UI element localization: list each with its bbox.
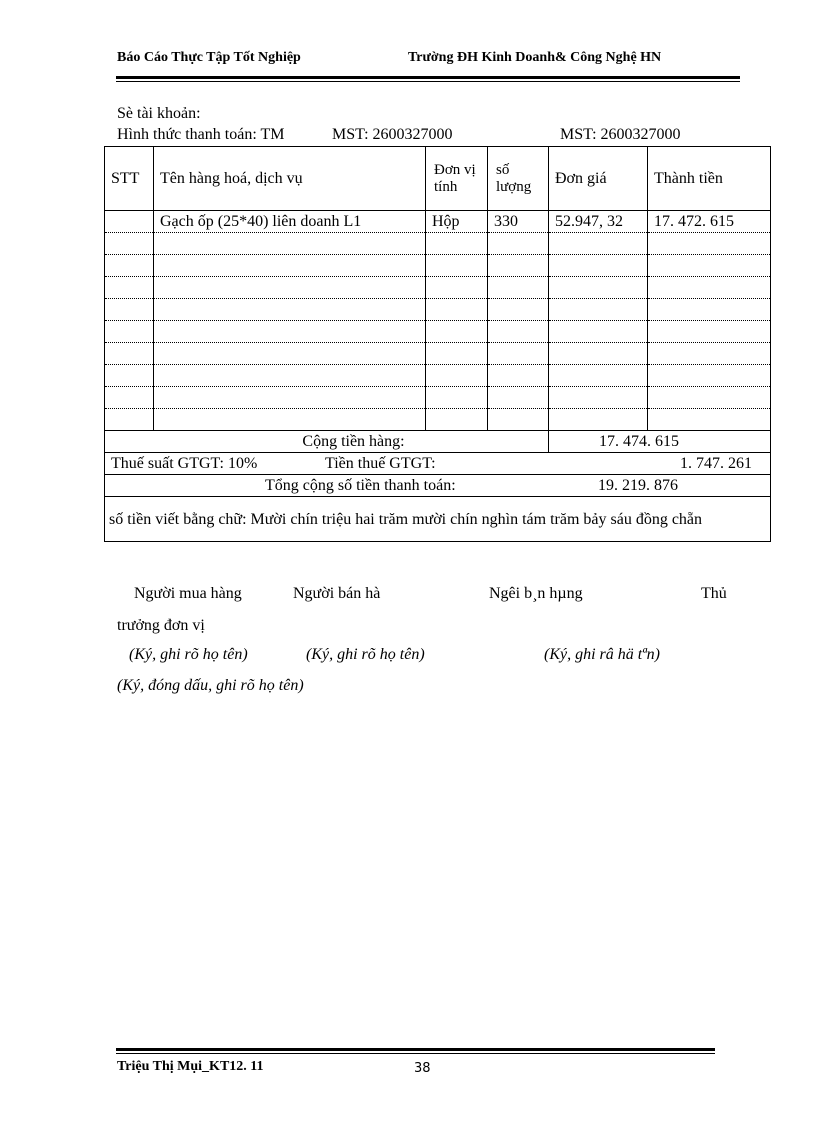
tax-value: 1. 747. 261 [680, 454, 752, 472]
table-row [105, 211, 771, 233]
amount-in-words-row [105, 497, 771, 542]
amount-in-words: số tiền viết bằng chữ: Mười chín triệu hai trăm mười chín nghìn tám trăm bảy sáu đồng chẵn [105, 497, 771, 542]
tax-rate-label: Thuế suất GTGT: 10% [111, 454, 258, 472]
tax-row [105, 453, 771, 475]
cell-amount: 17. 472. 615 [648, 211, 771, 233]
header-right: Trường ĐH Kinh Doanh& Công Nghệ HN [408, 50, 662, 65]
subtotal-row [105, 431, 771, 453]
seller-label-2: Ngêi b¸n hµng [489, 585, 583, 602]
table-row-empty [105, 277, 771, 299]
page-number: 38 [414, 1061, 431, 1076]
table-row-empty [105, 409, 771, 431]
total-label: Tổng cộng số tiền thanh toán: [265, 477, 456, 494]
footer-author: Triệu Thị Mụi_KT12. 11 [117, 1059, 264, 1074]
seller-label: Người bán hà [293, 585, 381, 602]
cell-price: 52.947, 32 [549, 211, 648, 233]
cell-name: Gạch ốp (25*40) liên doanh L1 [154, 211, 426, 233]
subtotal-label: Cộng tiền hàng: [105, 431, 549, 453]
header-rule-thin [116, 81, 740, 82]
table-row-empty [105, 365, 771, 387]
col-header-price: Đơn giá [549, 147, 648, 211]
payment-method: Hình thức thanh toán: TM [117, 126, 285, 143]
header-rule-thick [116, 76, 740, 79]
table-row-empty [105, 233, 771, 255]
table-row-empty [105, 321, 771, 343]
table-row-empty [105, 255, 771, 277]
cell-qty: 330 [488, 211, 549, 233]
tax-code-buyer: MST: 2600327000 [332, 126, 453, 143]
footer-rule-thin [116, 1053, 715, 1054]
table-row-empty [105, 299, 771, 321]
seller-note: (Ký, ghi rõ họ tên) [306, 646, 425, 663]
invoice-table [104, 146, 771, 542]
cell-stt [105, 211, 154, 233]
tax-label: Tiền thuế GTGT: [325, 454, 436, 472]
head-note: (Ký, đóng dấu, ghi rõ họ tên) [117, 677, 304, 694]
footer-rule-thick [116, 1048, 715, 1051]
account-line: Sè tài khoản: [117, 105, 201, 122]
total-value: 19. 219. 876 [598, 477, 678, 494]
tax-code-seller: MST: 2600327000 [560, 126, 681, 143]
col-header-stt: STT [105, 147, 154, 211]
subtotal-value: 17. 474. 615 [549, 431, 771, 453]
buyer-note: (Ký, ghi rõ họ tên) [129, 646, 248, 663]
table-row-empty [105, 387, 771, 409]
head-label: Thủ [701, 585, 727, 602]
cell-unit: Hộp [426, 211, 488, 233]
col-header-qty: số lượng [488, 147, 549, 211]
table-header-row [105, 147, 771, 211]
col-header-amount: Thành tiền [648, 147, 771, 211]
col-header-name: Tên hàng hoá, dịch vụ [154, 147, 426, 211]
seller2-note: (Ký, ghi râ hä tªn) [544, 646, 660, 663]
table-row-empty [105, 343, 771, 365]
col-header-unit: Đơn vị tính [426, 147, 488, 211]
head-label-cont: trưởng đơn vị [117, 617, 205, 634]
header-left: Báo Cáo Thực Tập Tốt Nghiệp [117, 50, 301, 65]
buyer-label: Người mua hàng [134, 585, 242, 602]
total-row [105, 475, 771, 497]
